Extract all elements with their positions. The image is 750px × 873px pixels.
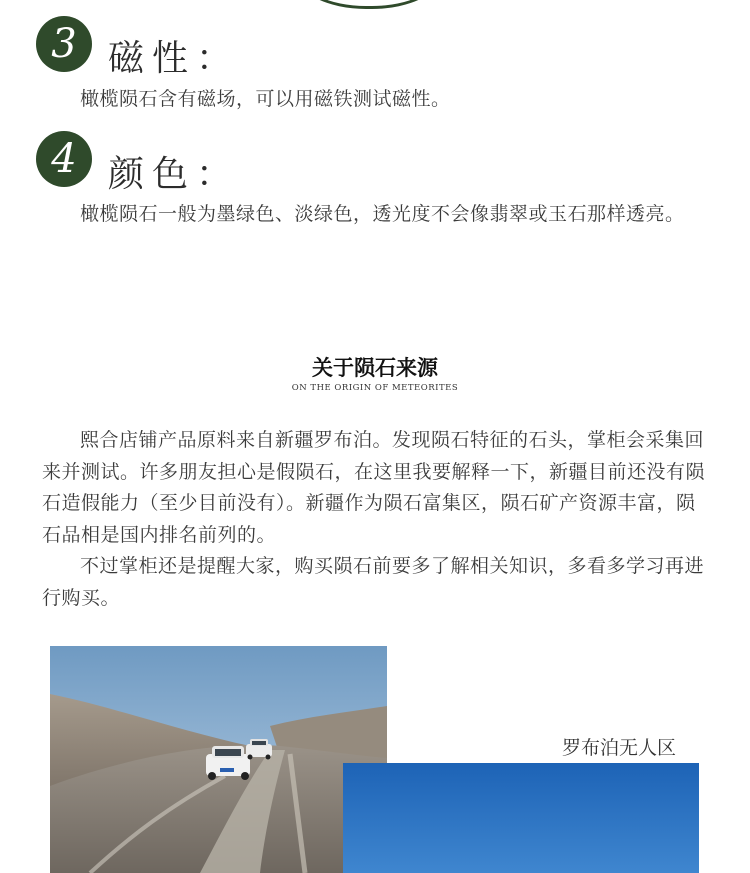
item-heading-color: 颜色：: [108, 154, 241, 195]
decorative-arc: [296, 0, 442, 9]
item-text-color: 橄榄陨石一般为墨绿色、淡绿色，透光度不会像翡翠或玉石那样透亮。: [80, 203, 685, 225]
number-badge-3: [36, 16, 92, 72]
section-paragraph-2: 不过掌柜还是提醒大家，购买陨石前要多了解相关知识，多看多学习再进行购买。: [42, 555, 705, 609]
section-title: 关于陨石来源: [312, 356, 438, 380]
item-text-magnetism: 橄榄陨石含有磁场，可以用磁铁测试磁性。: [80, 88, 451, 110]
item-heading-magnetism: 磁性：: [108, 38, 241, 79]
section-subtitle: ON THE ORIGIN OF METEORITES: [291, 383, 459, 393]
number-badge-text: 4: [51, 136, 77, 182]
section-paragraph-1: 熙合店铺产品原料来自新疆罗布泊。发现陨石特征的石头，掌柜会采集回来并测试。许多朋友担心是假陨石，在这里我要解释一下，新疆目前还没有陨石造假能力（至少目前没有）。新疆作为陨石富集区，陨石矿产资源丰富，陨石品相是国内排名前列的。: [42, 429, 706, 546]
photo-caption: 罗布泊无人区: [562, 737, 677, 759]
blue-sky-photo: [343, 763, 699, 873]
number-badge-text: 3: [51, 21, 77, 67]
desert-road-photo: [50, 646, 387, 873]
number-badge-4: [36, 131, 92, 187]
